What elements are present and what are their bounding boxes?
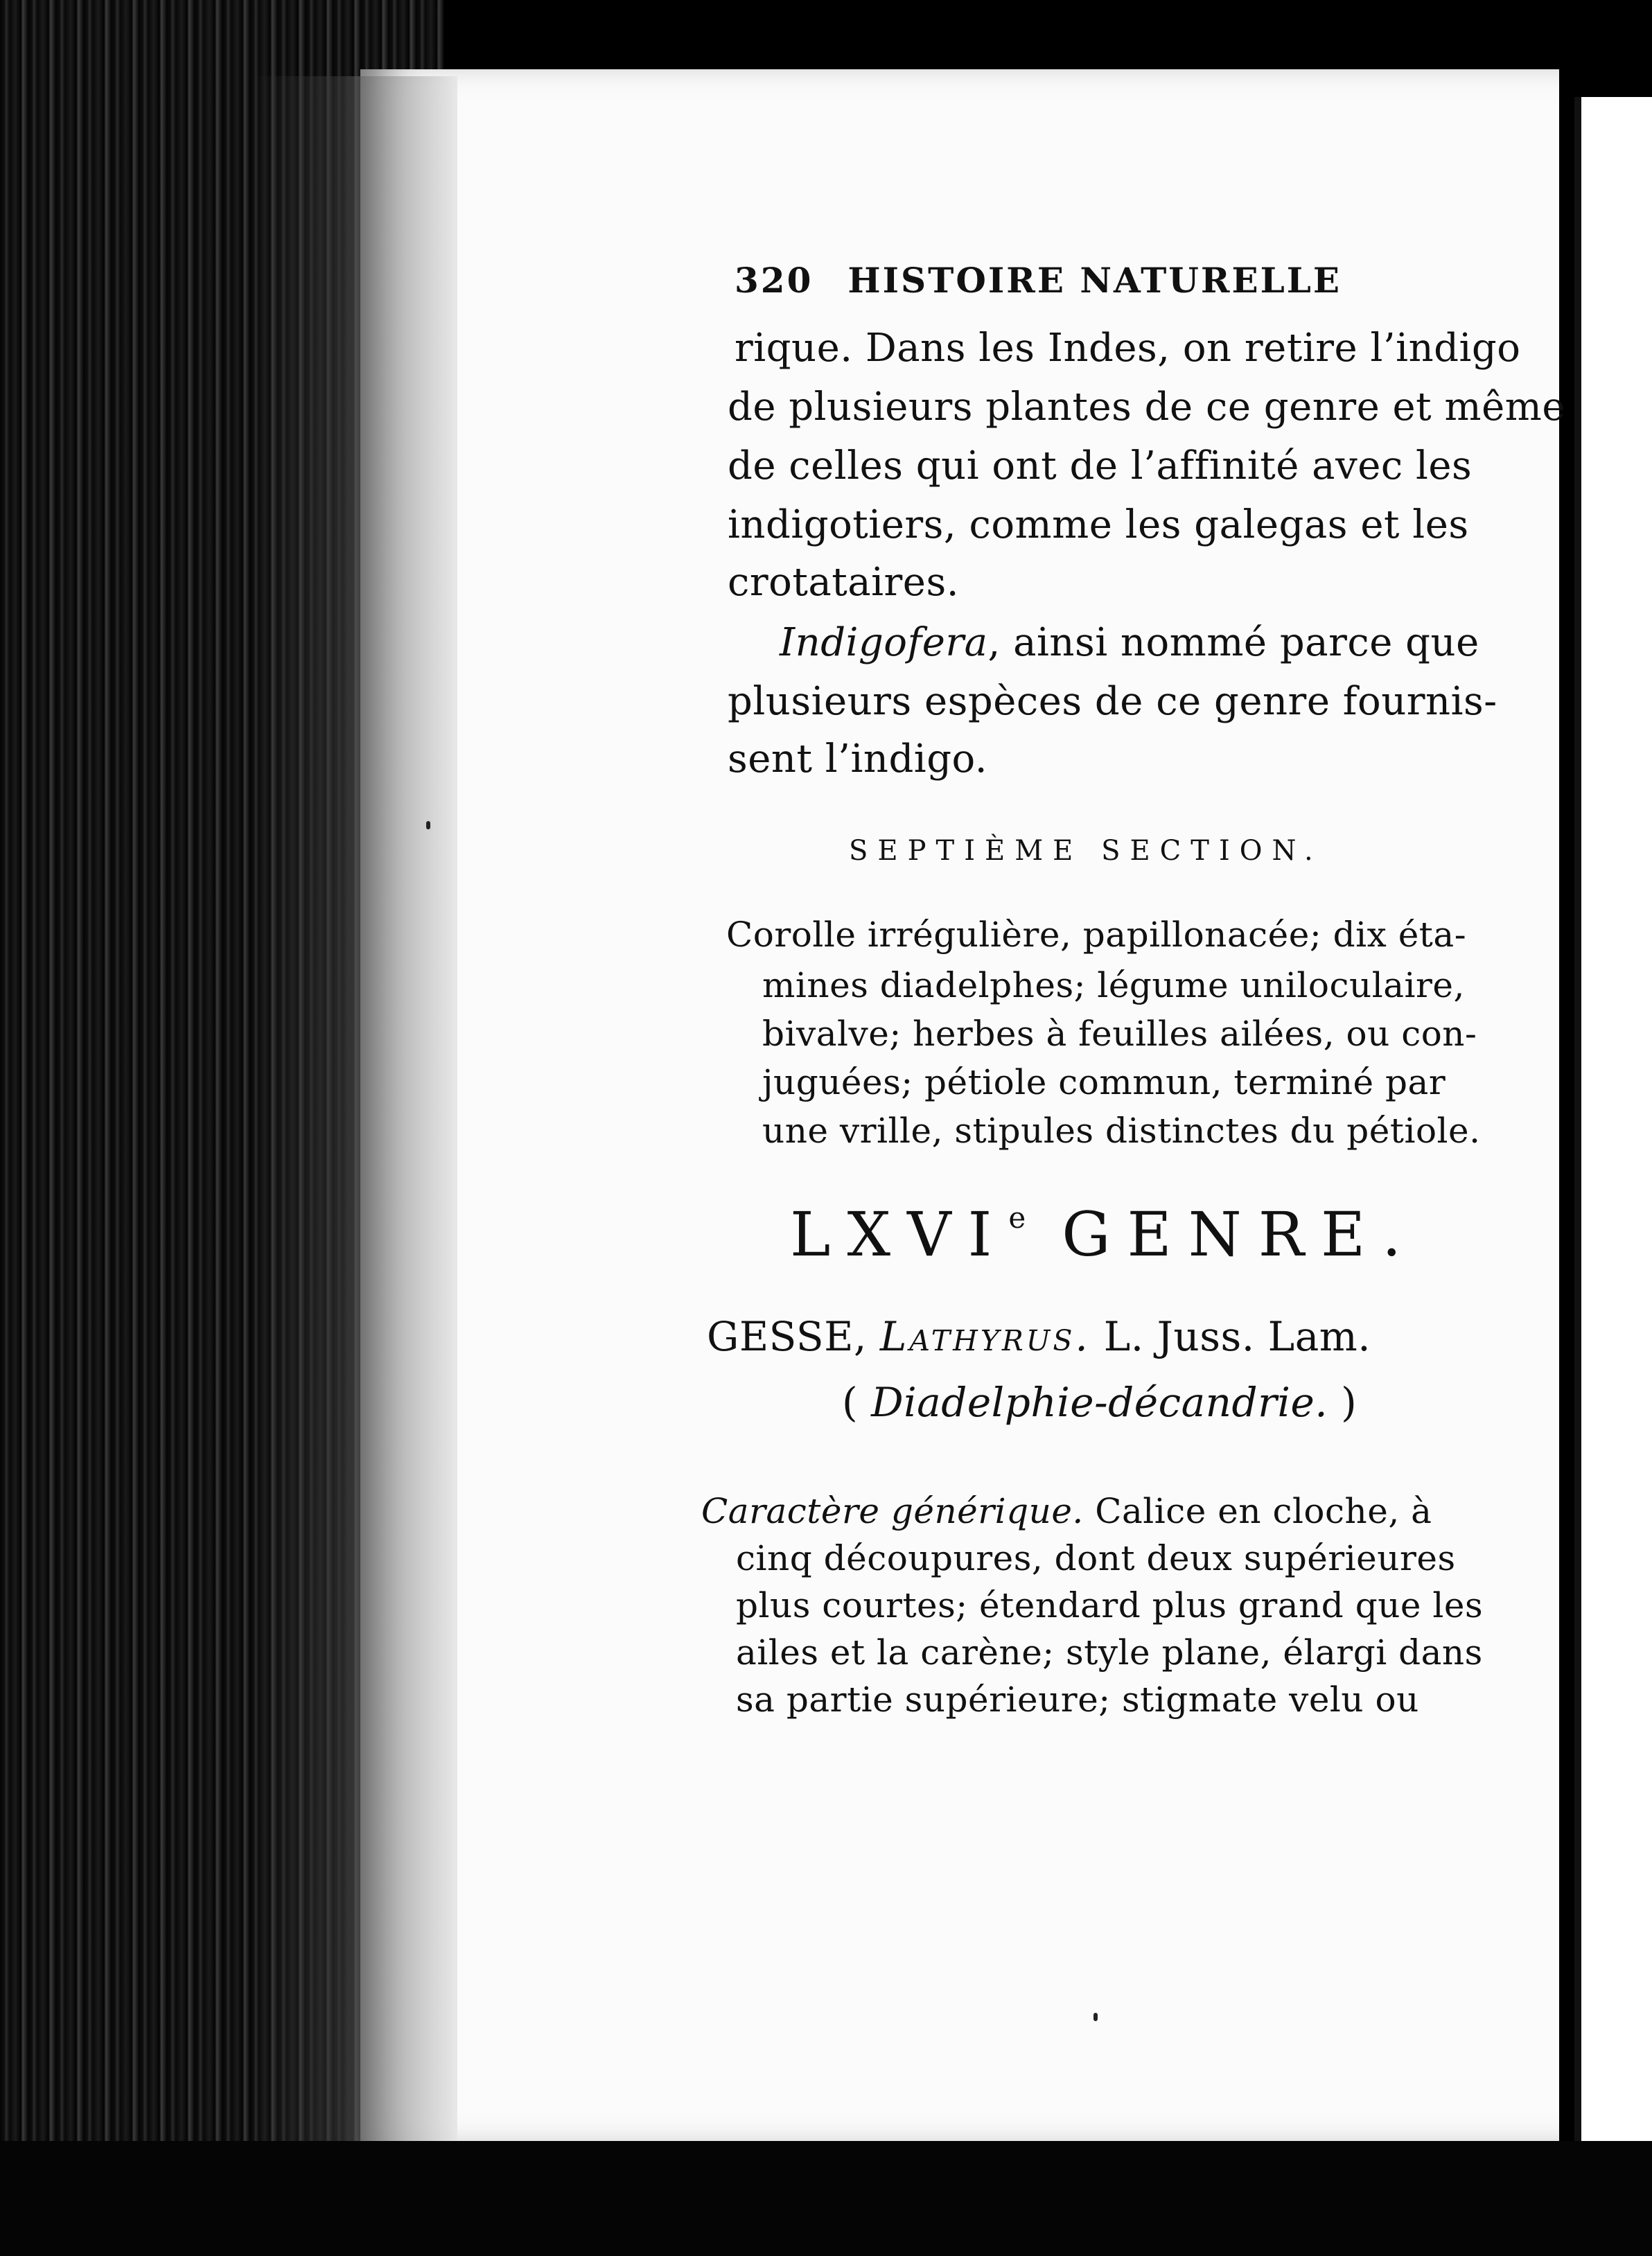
running-title: HISTOIRE NATURELLE [847, 260, 1342, 301]
text-line: bivalve; herbes à feuilles ailées, ou con- [762, 1014, 1477, 1054]
text-line: rique. Dans les Indes, on retire l’indigo [735, 326, 1521, 371]
text-run: , ainsi nommé parce que [987, 620, 1479, 665]
next-page-edge [1574, 97, 1652, 2148]
classification [842, 1379, 1357, 1426]
genus-latin: Lathyrus. [879, 1313, 1091, 1360]
paren-close: ) [1341, 1379, 1357, 1426]
classification-text: Diadelphie-décandrie. [871, 1379, 1328, 1426]
genus-authorities: L. Juss. Lam. [1103, 1313, 1371, 1360]
text-line: sa partie supérieure; stigmate velu ou [736, 1680, 1419, 1720]
latin-term: Indigofera [780, 620, 988, 665]
text-line: de plusieurs plantes de ce genre et même [728, 385, 1565, 430]
genus-line [707, 1313, 1371, 1360]
genre-word: GENRE. [1062, 1199, 1418, 1270]
running-head [735, 260, 1342, 301]
section-title: SEPTIÈME SECTION. [849, 835, 1323, 867]
genre-superscript: e [1008, 1201, 1026, 1235]
text-line [780, 620, 1479, 665]
book-page [360, 69, 1559, 2141]
text-line: plusieurs espèces de ce genre fournis- [728, 679, 1497, 724]
genre-heading [790, 1199, 1418, 1270]
text-line: de celles qui ont de l’affinité avec les [728, 443, 1473, 488]
text-line: cinq découpures, dont deux supérieures [736, 1538, 1456, 1578]
text-line: Corolle irrégulière, papillonacée; dix éta- [726, 915, 1467, 955]
generic-character-label: Caractère générique. [701, 1491, 1084, 1531]
page-number: 320 [735, 260, 814, 301]
genus-name: GESSE, [707, 1313, 867, 1360]
text-line: crotataires. [728, 560, 959, 605]
text-run: Calice en cloche, à [1083, 1491, 1432, 1531]
text-line [701, 1491, 1432, 1531]
text-line: juguées; pétiole commun, terminé par [762, 1062, 1446, 1102]
paren-open: ( [842, 1379, 859, 1426]
text-line: sent l’indigo. [728, 737, 988, 782]
genre-numeral: LXVI [790, 1199, 1009, 1270]
text-line: ailes et la carène; style plane, élargi dans [736, 1632, 1483, 1673]
text-line: indigotiers, comme les galegas et les [728, 502, 1469, 547]
text-line: mines diadelphes; légume uniloculaire, [762, 965, 1465, 1005]
ink-speck [426, 821, 430, 829]
text-line: une vrille, stipules distinctes du pétiole. [762, 1111, 1481, 1151]
ink-speck [1093, 2013, 1098, 2021]
text-line: plus courtes; étendard plus grand que les [736, 1585, 1484, 1625]
page-curl-shadow [249, 76, 457, 2148]
scan-bottom-border [0, 2141, 1652, 2256]
